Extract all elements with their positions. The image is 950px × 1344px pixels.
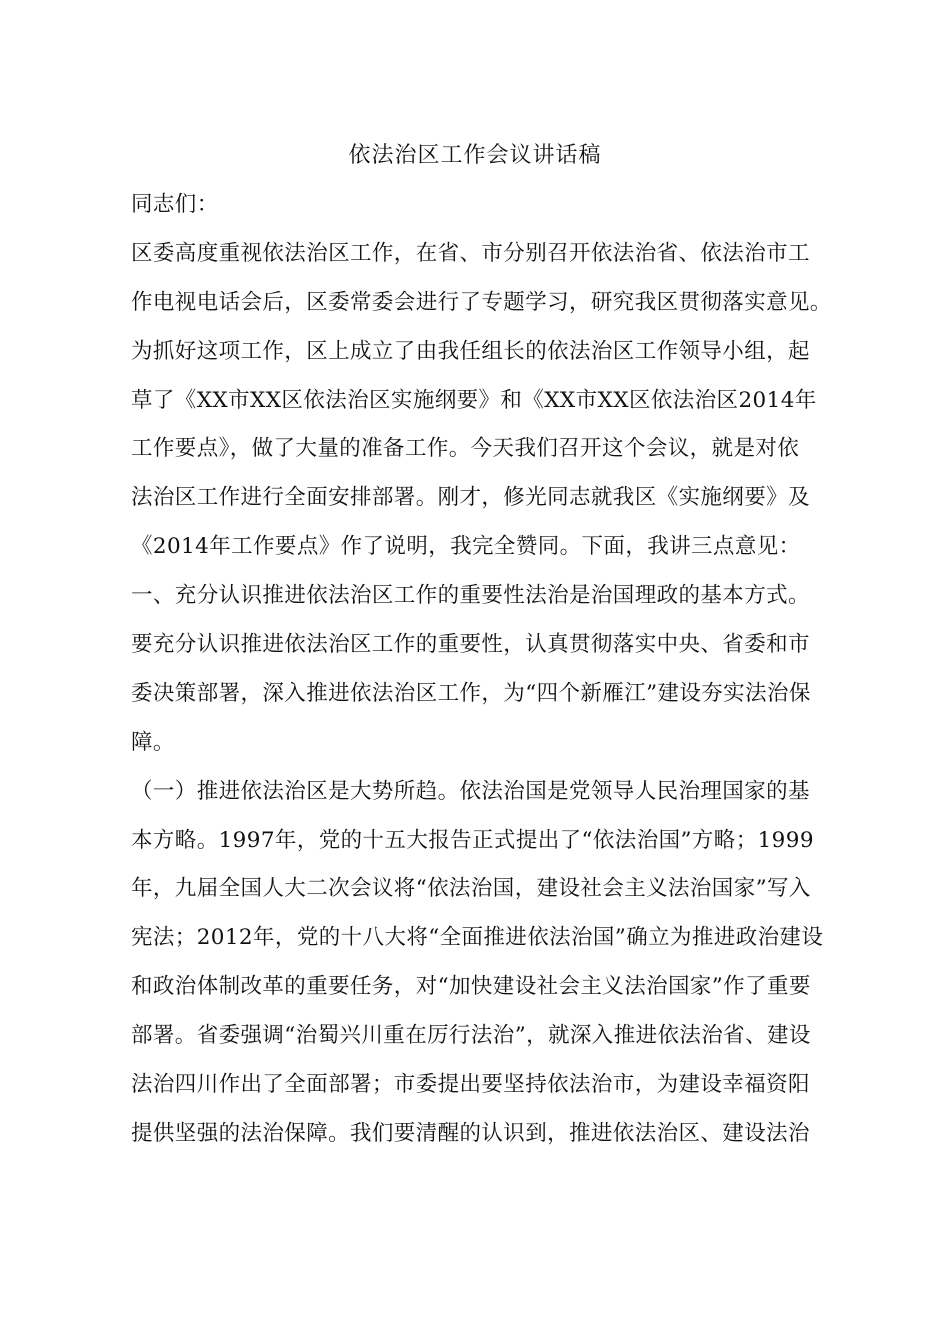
text-line: 障。 [131,729,175,755]
document-body [131,181,831,1159]
text-line: 年，九届全国人大二次会议将“依法治国，建设社会主义法治国家”写入 [131,876,811,902]
text-line: 作电视电话会后，区委常委会进行了专题学习，研究我区贯彻落实意见。 [131,289,832,315]
document-title: 依法治区工作会议讲话稿 [348,143,602,168]
text-line: 为抓好这项工作，区上成立了由我任组长的依法治区工作领导小组，起 [131,338,810,364]
text-line: 委决策部署，深入推进依法治区工作，为“四个新雁江”建设夯实法治保 [131,680,811,706]
text-line: 提供坚强的法治保障。我们要清醒的认识到，推进依法治区、建设法治 [131,1120,810,1146]
text-line: 宪法；2012年，党的十八大将“全面推进依法治国”确立为推进政治建设 [131,925,824,951]
text-line: 法治四川作出了全面部署；市委提出要坚持依法治市，为建设幸福资阳 [131,1072,810,1098]
text-line: 工作要点》，做了大量的准备工作。今天我们召开这个会议，就是对依 [131,436,800,462]
salutation-line: 同志们： [131,192,219,217]
text-line: 法治区工作进行全面安排部署。刚才，修光同志就我区《实施纲要》及 [131,485,810,511]
text-line: 草了《XX市XX区依法治区实施纲要》和《XX市XX区依法治区2014年 [131,387,817,413]
text-line: 和政治体制改革的重要任务，对“加快建设社会主义法治国家”作了重要 [131,974,811,1000]
text-line: 部署。省委强调“治蜀兴川重在厉行法治”，就深入推进依法治省、建设 [131,1023,811,1049]
section-heading-line: 一、充分认识推进依法治区工作的重要性法治是治国理政的基本方式。 [131,583,810,609]
text-line: 本方略。1997年，党的十五大报告正式提出了“依法治国”方略；1999 [131,827,814,853]
text-line: 《2014年工作要点》作了说明，我完全赞同。下面，我讲三点意见： [131,534,801,560]
text-line: 区委高度重视依法治区工作，在省、市分别召开依法治省、依法治市工 [131,240,810,266]
text-line: 要充分认识推进依法治区工作的重要性，认真贯彻落实中央、省委和市 [131,632,810,658]
subsection-heading-line: （一）推进依法治区是大势所趋。依法治国是党领导人民治理国家的基 [131,778,810,804]
